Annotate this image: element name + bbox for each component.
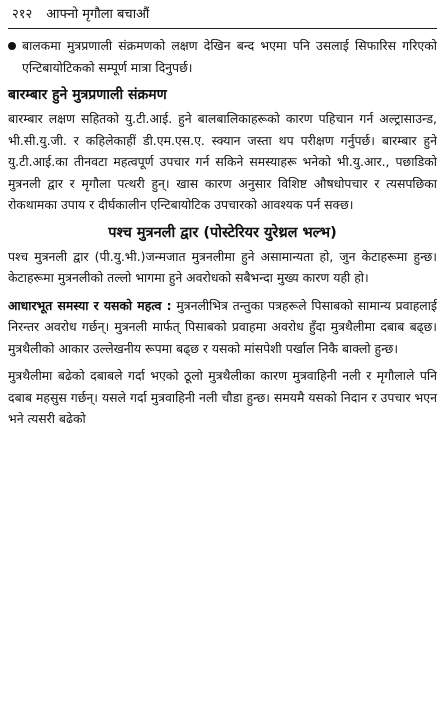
- paragraph-puv-definition: पश्च मुत्रनली द्वार (पी.यु.भी.)जन्मजात मुत्रनलीमा हुने असामान्यता हो, जुन केटाहरूमा हुन्छ। केटाहरूमा मुत्रनलीको तल्लो भागमा हुने अवरोधको सबैभन्दा मुख्य कारण यही हो।: [8, 248, 437, 285]
- paragraph-basic-problem: [8, 295, 437, 360]
- bullet-icon: [8, 42, 16, 50]
- bullet-item: [8, 35, 437, 78]
- header-rule: [8, 28, 437, 29]
- running-header: [8, 6, 437, 24]
- section-heading-recurrent-uti: बारम्बार हुने मुत्रप्रणाली संक्रमण: [8, 87, 167, 103]
- paragraph-basic-problem-body: मुत्रनलीभित्र तन्तुका पत्रहरूले पिसाबको सामान्य प्रवाहलाई निरन्तर अवरोध गर्छन्। मुत्रनली मार्फत् पिसाबको प्रवाहमा अवरोध हुँदा मुत्रथैलीमा दबाब बढ्छ। मुत्रथैलीको आकार उल्लेखनीय रूपमा बढ्छ र यसको मांसपेशी पर्खाल निकै बाक्लो हुन्छ।: [8, 297, 437, 356]
- section-heading-puv: पश्च मुत्रनली द्वार (पोस्टेरियर युरेथ्रल भल्भ): [108, 224, 337, 241]
- paragraph-recurrent-uti: बारम्बार लक्षण सहितको यु.टी.आई. हुने बालबालिकाहरूको कारण पहिचान गर्न अल्ट्रासाउन्ड, भी.सी.यु.जी. र कहिलेकाहीं डी.एम.एस.ए. स्क्यान जस्ता थप परीक्षण गर्नुपर्छ। बारम्बार हुने यु.टी.आई.का तीनवटा महत्वपूर्ण उपचार गर्न सकिने समस्याहरू भनेको भी.यु.आर., पछाडिको मुत्रनली द्वार र मृगौला पत्थरी हुन्। खास कारण अनुसार विशिष्ट औषधोपचार र त्यसपछिका रोकथामका उपाय र दीर्घकालीन एन्टिबायोटिक उपचारको आवश्यक पर्न सक्छ।: [8, 111, 437, 212]
- page-number: २१२: [12, 7, 33, 22]
- bullet-text: बालकमा मुत्रप्रणाली संक्रमणको लक्षण देखिन बन्द भएमा पनि उसलाई सिफारिस गरिएको एन्टिबायोटिकको सम्पूर्ण मात्रा दिनुपर्छ।: [22, 38, 437, 75]
- paragraph-bladder-pressure: मुत्रथैलीमा बढेको दबाबले गर्दा भएको ठूलो मुत्रथैलीका कारण मुत्रवाहिनी नली र मृगौलाले पनि दबाब महसुस गर्छन्। यसले गर्दा मुत्रवाहिनी नली चौडा हुन्छ। समयमै यसको निदान र उपचार भएन भने त्यसरी बढेको: [8, 368, 437, 426]
- paragraph-lead: आधारभूत समस्या र यसको महत्व :: [8, 297, 172, 313]
- book-title: आफ्नो मृगौला बचाऔं: [46, 7, 150, 22]
